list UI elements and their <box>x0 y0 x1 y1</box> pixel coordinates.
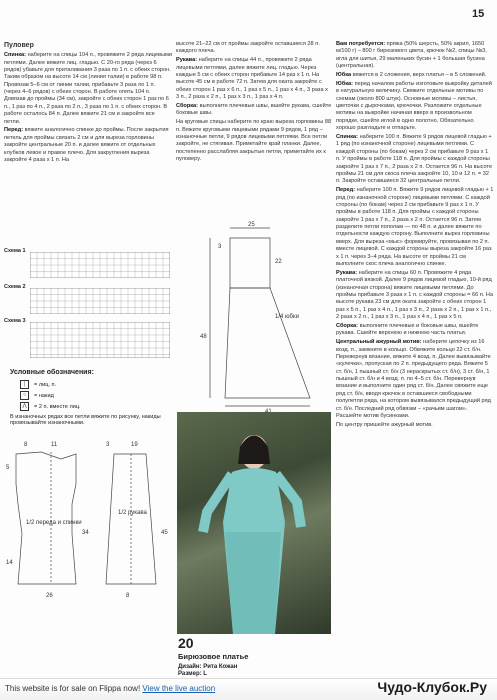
section-title: Пуловер <box>4 42 34 49</box>
pattern-dim: 34 <box>82 530 89 536</box>
sleeve-label: 1/2 рукава <box>118 510 147 516</box>
front-back-label: 1/2 переда и спинки <box>26 520 82 526</box>
dress-photo <box>177 412 331 634</box>
pattern-dim: 8 <box>24 442 28 448</box>
item-title: Бирюзовое платье <box>178 652 249 661</box>
back-paragraph: Спинка: наберите 100 п. Вяжите 9 рядов лицевой гладью + 1 ряд (по изнаночной стороне) лицевыми петлями. С каждой стороны (по бокам) через 2 см прибавьте 9 раз х 1 п. У проймы в работе 118 п. Для проймы с каждой стороны закройте 1 раз х 7 п., 2 раза х 2 п. Остается 96 п. На высоте проймы 21 см для скоса плеча закройте 10, 10 и 12 п. = 32 п. Закройте оставшиеся 32 центральные петли. <box>336 134 493 185</box>
column-dress <box>336 41 494 431</box>
legend-note: В изнаночных рядах все петли вяжите по рисунку, накиды провязывайте изнаночными. <box>10 414 161 426</box>
sleeve-paragraph: Рукава: наберите на спицы 60 п. Провяжите 4 ряда платочной вязкой. Далее 9 рядов лицевой гладью, 10-й ряд (изнаночная сторона) вяжите лицевыми петлями. До проймы прибавьте 3 раза х 1 п. с каждой стороны = 66 п. На высоте рукава 23 см для оката закройте с обеих сторон 1 раз х 5 п., 1 раз х 4 п., 1 раз х 3 п., 2 раза х 2 п., 1 раз х 1 п., 2 раза х 2 п., 1 раз х 3 п., 1 раз х 4 п., 1 раз х 5 п. <box>336 269 494 320</box>
page-number: 15 <box>472 8 485 20</box>
item-caption <box>178 635 332 677</box>
sleeves-paragraph: Рукава: наберите на спицы 44 п., провяжите 2 ряда лицевыми петлями, далее вяжите лиц. гладью. Через каждые 5 см с обеих сторон прибавьте 14 раз х 1 п. На высоте 45 см в работе 72 п. Затем для оката закройте с обеих сторон 1 раз х 6 п., 1 раз х 5 п., 1 раз х 4 п., 3 раза х 3 п., 2 раза х 2 п., 1 раз х 3 п., 1 раз х 4 п. <box>176 57 328 101</box>
assembly-paragraph: Сборка: выполните плечевые швы, вшейте рукава, сшейте боковые швы. <box>176 103 332 117</box>
pattern-dim: 14 <box>6 560 13 566</box>
front-paragraph: Перед: вяжите аналогично спинке до проймы. После закрытия петель для проймы связать 2 см и для выреза горловины закройте центральные 20 п. и далее вяжите от отдельных клубков левое и правое плечо. Для закругления выреза закройте 4 раза х 1 п. На <box>4 127 169 163</box>
continuation-paragraph: высоте 21–22 см от проймы закройте оставшиеся 28 п. каждого плеча. <box>176 41 320 55</box>
front-paragraph: Перед: наберите 100 п. Вяжите 9 рядов лицевой гладью + 1 ряд (по изнаночной стороне) лицевыми петлями. С каждой стороны (по бокам) через 2 см прибавьте 9 раз х 1 п. У проймы в работе 118 п. Для проймы с каждой стороны закройте 1 раз х 7 п., 2 раза х 2 п. Остается 96 п. Затем разделите петли пополам — по 48 п. и далее вяжите по отдельности каждую сторону. Выполните вырез горловины вверх. Для выреза «мыс» формируйте, провязывая по 2 п. вместе лицевой. С каждой стороны выреза закройте 16 раз х 1 п. через 3–4 ряда. На высоте от проймы 21 см выполните скос плеча аналогично спинке. <box>336 187 494 267</box>
pattern-dim: 3 <box>106 442 110 448</box>
site-brand: Чудо-Клубок.Ру <box>377 679 487 695</box>
schema-1-label: Схема 1 <box>4 248 26 254</box>
skirt-diagram <box>180 218 330 414</box>
legend-title: Условные обозначения: <box>10 369 94 376</box>
schema-2-label: Схема 2 <box>4 284 26 290</box>
diagram-dim: 25 <box>248 222 255 228</box>
pattern-dim: 45 <box>161 530 168 536</box>
materials-paragraph: Вам потребуется: пряжа (50% шерсть, 50% акрил, 1650 м/100 г) – 800 г бирюзового цвета, крючок №2, спицы №3, игла для шитья, 29 маленьких бусин + 1 большая бусина (центральная). <box>336 41 487 70</box>
schema-3-label: Схема 3 <box>4 318 26 324</box>
diagram-dim: 3 <box>218 244 222 250</box>
model-figure <box>177 412 331 634</box>
center-paragraph: По центру пришейте ажурный мотив. <box>336 421 433 428</box>
collar-paragraph: На круговые спицы наберите по краю выреза горловины 88 п. Вяжите круговыми лицевыми рядами 9 рядов, 1 ряд – изнаночные петли, 9 рядов лицевыми петлями. Все петли закройте, не стягивая. Приметайте край планки. Далее, постепенно расслабляя закрытые петли, приметайте их к пуловеру. <box>176 119 332 163</box>
schema-1-chart <box>30 252 170 278</box>
sale-notice: This website is for sale on Flippa now! View the live auction <box>5 684 216 693</box>
item-number: 20 <box>178 635 194 651</box>
back-paragraph: Спинка: наберите на спицы 104 п., провяжите 2 ряда лицевыми петлями. Далее вяжите лиц. гладью. С 20-го ряда (через 6 рядов) убавьте для приталивания 3 раза по 1 п. с обеих сторон. Таким образом на высоте 14 см (линия талии) в работе 98 п. Провязав 5–6 см от линии талии, прибавьте 3 раза по 1 п. (через 4–6 рядов) с обеих сторон. В работе опять 104 п. Довязав до проймы (34 см), закройте с обеих сторон 1 раз по 6 п., 1 раз по 4 п., 2 раза по 2 п., 3 раза по 1 п. с обеих сторон. В работе осталось 84 п. Далее вяжите 21 см и закройте все петли. <box>4 52 172 125</box>
pullover-pattern-diagram <box>6 434 172 602</box>
pattern-dim: 11 <box>51 442 58 448</box>
pattern-dim: 8 <box>126 593 130 599</box>
schema-2-chart <box>30 288 170 314</box>
pattern-dim: 19 <box>131 442 138 448</box>
legend-item: ○ = накид <box>20 391 175 400</box>
live-auction-link[interactable]: View the live auction <box>142 684 216 693</box>
legend-item: │ = лиц. п. <box>20 380 175 389</box>
legend <box>10 369 175 426</box>
schema-3-chart <box>30 322 170 358</box>
footer-bar <box>0 678 497 700</box>
knit-stitch-icon: │ <box>20 380 29 389</box>
diagram-dim: 48 <box>200 334 207 340</box>
size-line: Размер: L <box>178 671 207 677</box>
knit-two-together-icon: ⋀ <box>20 402 29 411</box>
motif-paragraph: Центральный ажурный мотив: наберите цепочку из 16 возд. п., замкните в кольцо. Обвяжите кольцо 22 ст. б/н. Перевернув вязание, вяжите 4 возд. п. Далее вывязывайте «кулечки», пропуская по 2 п. предыдущего ряда. Вяжите 5 ст. б/н, 1 пышный ст. б/н (3 нераскрытых ст. б/н), 3 ст. б/н, 1 пышный ст. б/н и 4 возд. п. по 4–5 ст. б/н. Перевернув вязание и выполните один ряд ст. б/н. Далее свяжите еще ряд ст. б/н, вводя крючок в оставшиеся свободными полупетли ряда, на котором вывязывался предыдущий ряд ст. б/н. Последний ряд обвязки – «рачьим шагом». Расшейте мотив бусинками. <box>336 339 491 419</box>
column-pullover <box>4 41 172 166</box>
yarn-over-icon: ○ <box>20 391 29 400</box>
assembly-paragraph: Сборка: выполните плечевые и боковые швы, вшейте рукава. Сшейте верхнюю и нижнюю часть платья. <box>336 322 479 337</box>
column-sleeves <box>176 41 332 165</box>
pattern-dim: 5 <box>6 465 10 471</box>
design-line: Дизайн: Рита Кожан <box>178 664 238 670</box>
pattern-dim: 26 <box>46 593 53 599</box>
diagram-dim: 22 <box>275 259 282 265</box>
skirt-paragraph: Юбка: перед началом работы изготовьте выкройку деталей в натуральную величину. Свяжите отдельные мотивы по схемам (около 800 штук). Основные мотивы – листья, цветочки с дырочками, крючочки. Разложите отдельные мотивы на выкройке начиная вверх в произвольном порядке, сшейте иглой в одно полотно. Обязательно хорошо разгладьте и отпарьте. <box>336 80 492 132</box>
skirt-note: Юбка вяжется в 2 сложения, верх платья – в 5 сложений. <box>336 72 487 78</box>
legend-item: ⋀ = 2 п. вместе лиц. <box>20 402 175 411</box>
skirt-label: 1/4 юбки <box>275 314 299 320</box>
